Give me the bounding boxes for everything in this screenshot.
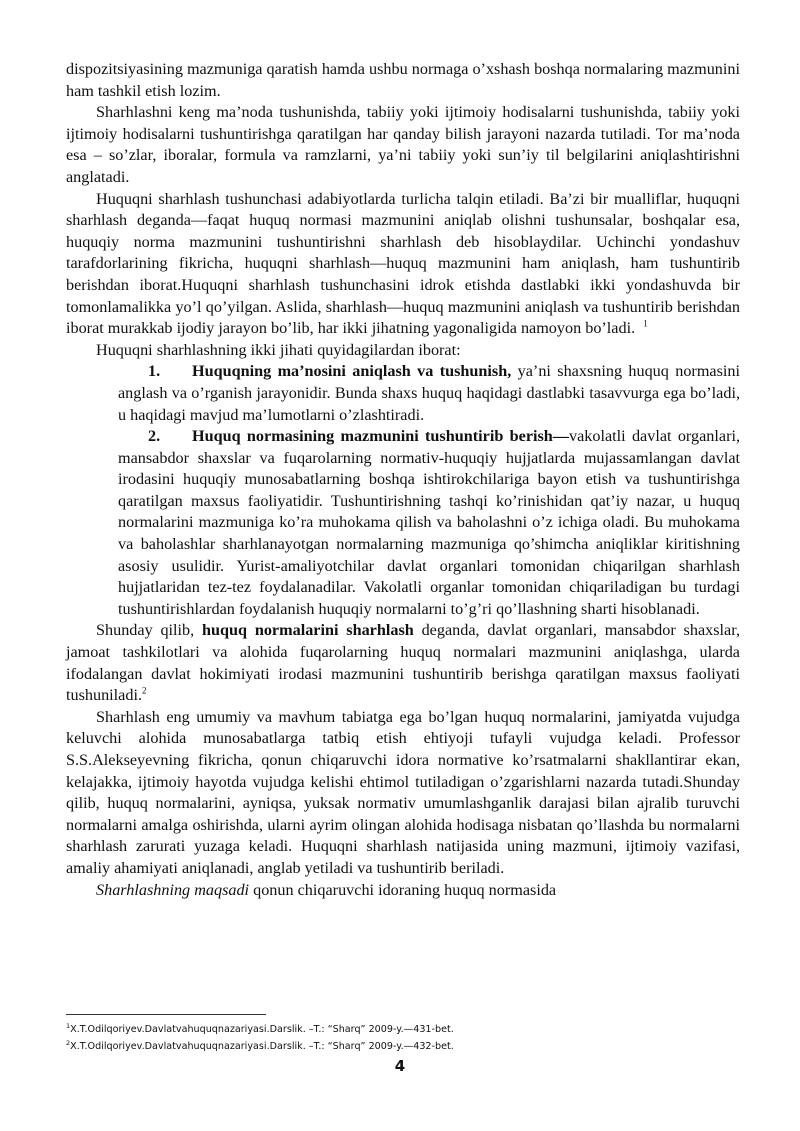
paragraph-interpretation-approaches: [66, 189, 740, 340]
list-number: 2.: [148, 427, 161, 446]
footnote-mark: 1: [66, 1021, 71, 1030]
list-item-text: vakolatli davlat organlari, mansabdor shaxslar va fuqarolarning normativ-huquqiy hujjatlarda mujassamlangan davlat irodasini huquqiy munosabatlarning boshqa ishtirokchilariga bayon etish va tushuntirishga qaratilgan maxsus faoliyatidir. Tushuntirishning tashqi ko’rinishidan qat’iy nazar, u huquq normalarini mazmuniga ko’ra muhokama qilish va baholashni o’z ichiga oladi. Bu muhokama va baholashlar sharhlanayotgan normalarning mazmuniga qo’shimcha aniqliklar kiritishning asosiy usulidir. Yurist-amaliyotchilar davlat organlari tomonidan chiqarilgan sharhlash hujjatlaridan tez-tez foydalanadilar. Vakolatli organlar tomonidan chiqariladigan bu turdagi tushuntirishlardan foydalanish huquqiy normalarni to’g’ri qo’llashning sharti hisoblanadi.: [118, 427, 740, 618]
paragraph-continuation: dispozitsiyasining mazmuniga qaratish hamda ushbu normaga o’xshash boshqa normalaring mazmunini ham tashkil etish lozim.: [66, 60, 740, 100]
list-item-heading: Huquq normasining mazmunini tushuntirib berish—: [192, 427, 569, 446]
footnote-mark: 2: [66, 1038, 71, 1047]
list-item-1: [118, 361, 740, 426]
footnote-text: X.T.Odilqoriyev.Davlatvahuquqnazariyasi.Darslik. –T.: “Sharq” 2009-y.—431-bet.: [70, 1024, 454, 1035]
page-number: 4: [394, 1057, 406, 1075]
list-number: 1.: [148, 362, 161, 381]
footnote-text: X.T.Odilqoriyev.Davlatvahuquqnazariyasi.Darslik. –T.: “Sharq” 2009-y.—432-bet.: [70, 1041, 454, 1052]
list-item-text: ya’ni shaxsning huquq normasini anglash va o’rganish jarayonidir. Bunda shaxs huquq haqidagi dastlabki tasavvurga ega bo’ladi, u haqidagi mavjud ma’lumotlarni o’zlashtiradi.: [118, 362, 740, 424]
footnote-ref-1[interactable]: 1: [643, 318, 648, 329]
list-item-heading: Huquqning ma’nosini aniqlash va tushunish,: [192, 362, 512, 381]
footnotes: [66, 1021, 740, 1055]
list-item-2: [118, 426, 740, 620]
paragraph-text: Huquqni sharhlash tushunchasi adabiyotlarda turlicha talqin etiladi. Ba’zi bir mualliflar, huquqni sharhlash deganda—faqat huquq normasi mazmunini aniqlab olishni tushunsalar, boshqalar esa, huquqiy norma mazmunini tushuntirishni sharhlash deb hisoblaydilar. Uchinchi yondashuv tarafdorlarining fikricha, huquqni sharhlash—huquq mazmunini ham aniqlash, ham tushuntirib berishdan iborat.Huquqni sharhlash tushunchasini idrok etishda dastlabki ikki yondashuvda bir tomonlamalikka yo’l qo’yilgan. Aslida, sharhlash—huquq mazmunini aniqlash va tushuntirib berishdan iborat murakkab ijodiy jarayon bo’lib, har ikki jihatning yagonaligida namoyon bo’ladi.: [66, 189, 740, 338]
paragraph-text: deganda, davlat organlari, mansabdor shaxslar, jamoat tashkilotlari va alohida fuqarolarning huquq normalari mazmunini aniqlashga, ularda ifodalangan davlat hokimiyati irodasi mazmunini tushuntirib berishga qaratilgan maxsus faoliyati tushuniladi.: [66, 621, 740, 705]
footnote-divider: [66, 1014, 266, 1015]
body-text: [66, 59, 740, 901]
defined-term: huquq normalarini sharhlash: [202, 621, 414, 640]
paragraph-broad-narrow-meaning: Sharhlashni keng ma’noda tushunishda, tabiiy yoki ijtimoiy hodisalarni tushunishda, tabiiy yoki ijtimoiy hodisalarni tushuntirishga qaratilgan har qanday bilish jarayoni nazarda tutiladi. Tor ma’noda esa – so’zlar, iboralar, formula va ramzlarni, ya’ni tabiiy yoki sun’iy til belgilarini aniqlashtirishni anglatadi.: [66, 103, 740, 186]
paragraph-purpose: [66, 880, 740, 902]
paragraph-text: qonun chiqaruvchi idoraning huquq normasida: [249, 880, 557, 899]
paragraph-two-aspects-intro: Huquqni sharhlashning ikki jihati quyidagilardan iborat:: [96, 340, 461, 359]
footnote-ref-2[interactable]: 2: [142, 685, 147, 696]
paragraph-definition: [66, 620, 740, 706]
paragraph-text: Shunday qilib,: [96, 621, 203, 640]
italic-term: Sharhlashning maqsadi: [96, 880, 250, 899]
paragraph-necessity: Sharhlash eng umumiy va mavhum tabiatga ega bo’lgan huquq normalarini, jamiyatda vujudga keluvchi alohida munosabatlarga tatbiq etish ehtiyoji tufayli vujudga keladi. Professor S.S.Alekseyevning fikricha, qonun chiqaruvchi idora normative ko’rsatmalarni shakllantirar ekan, kelajakka, ijtimoiy hayotda vujudga kelishi ehtimol tutiladigan o’zgarishlarni nazarda tutadi.Shunday qilib, huquq normalarini, ayniqsa, yuksak normativ umumlashganlik darajasi bilan ajralib turuvchi normalarni amalga oshirishda, ularni ayrim olingan alohida hodisaga nisbatan qo’llashda bu normalarni sharhlash zarurati yuzaga keladi. Huquqni sharhlash natijasida uning mazmuni, ijtimoiy vazifasi, amaliy ahamiyati aniqlanadi, anglab yetiladi va tushuntirib beriladi.: [66, 707, 740, 877]
footnote-1: [66, 1021, 740, 1038]
footnote-2: [66, 1038, 740, 1055]
